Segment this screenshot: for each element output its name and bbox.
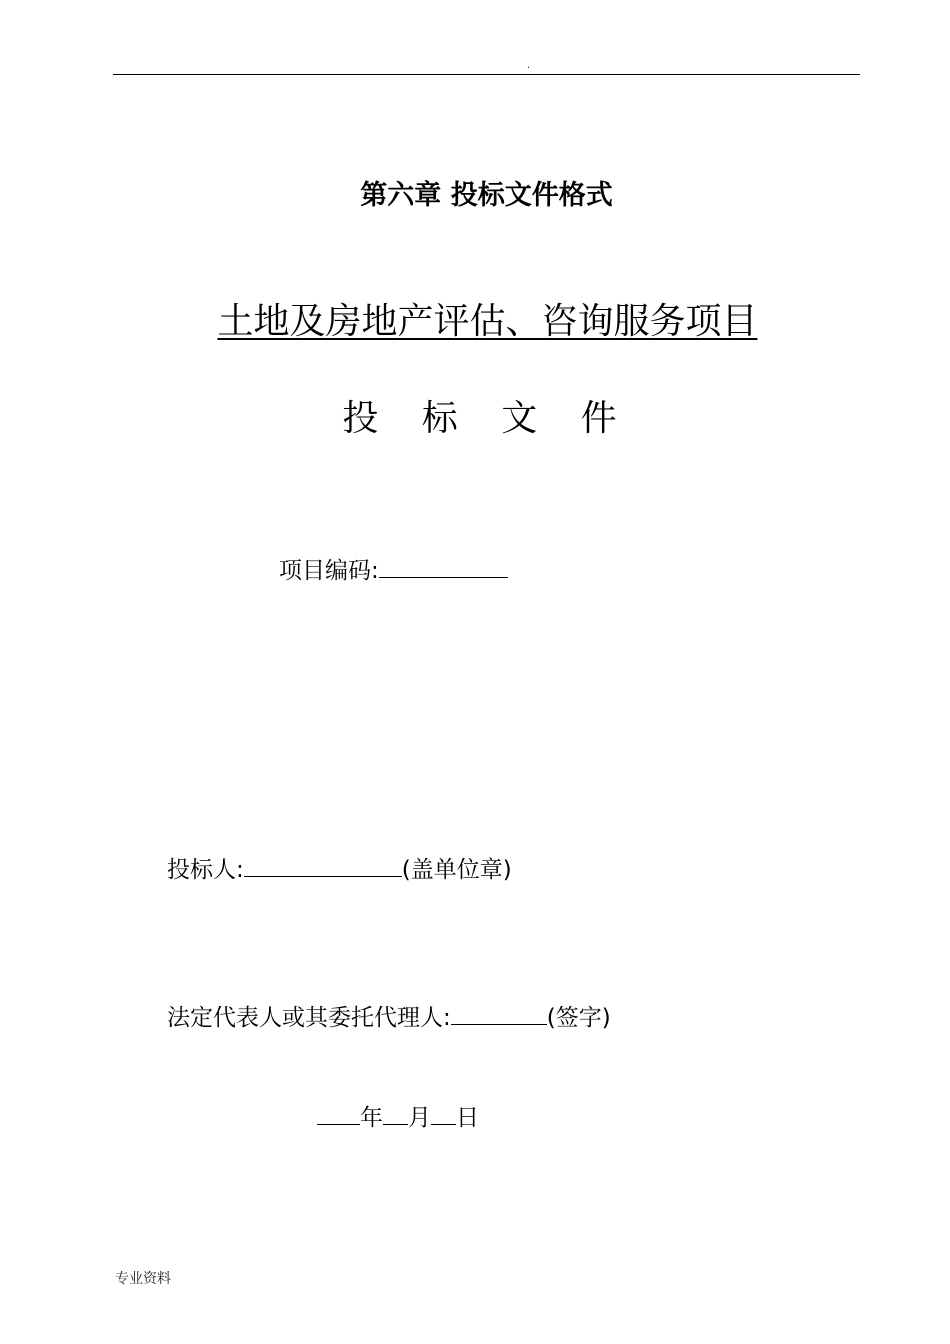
- bidder-field: [167, 854, 512, 885]
- project-code-label: 项目编码:: [279, 558, 379, 584]
- representative-label: 法定代表人或其委托代理人:: [167, 1005, 451, 1031]
- year-blank: [317, 1102, 360, 1125]
- day-blank: [431, 1102, 456, 1125]
- project-code-field: [279, 555, 508, 586]
- chapter-title: 第六章 投标文件格式: [360, 180, 613, 211]
- day-label: 日: [456, 1105, 479, 1131]
- month-label: 月: [408, 1105, 431, 1131]
- bidder-label: 投标人:: [167, 857, 244, 883]
- representative-field: [167, 1002, 611, 1033]
- month-blank: [383, 1102, 408, 1125]
- project-title-text: 土地及房地产评估、咨询服务项目: [217, 301, 758, 342]
- year-label: 年: [360, 1105, 383, 1131]
- header-rule: [113, 74, 860, 75]
- project-code-blank: [379, 555, 508, 578]
- date-field: [317, 1102, 479, 1133]
- representative-sign-note: (签字): [546, 1005, 611, 1031]
- footer-note: 专业资料: [115, 1271, 171, 1287]
- representative-blank: [451, 1002, 547, 1025]
- document-title: 投 标 文 件: [342, 398, 633, 439]
- header-mark: .: [527, 61, 530, 71]
- project-title: [0, 299, 950, 345]
- bidder-seal-note: (盖单位章): [401, 857, 512, 883]
- bidder-blank: [244, 854, 402, 877]
